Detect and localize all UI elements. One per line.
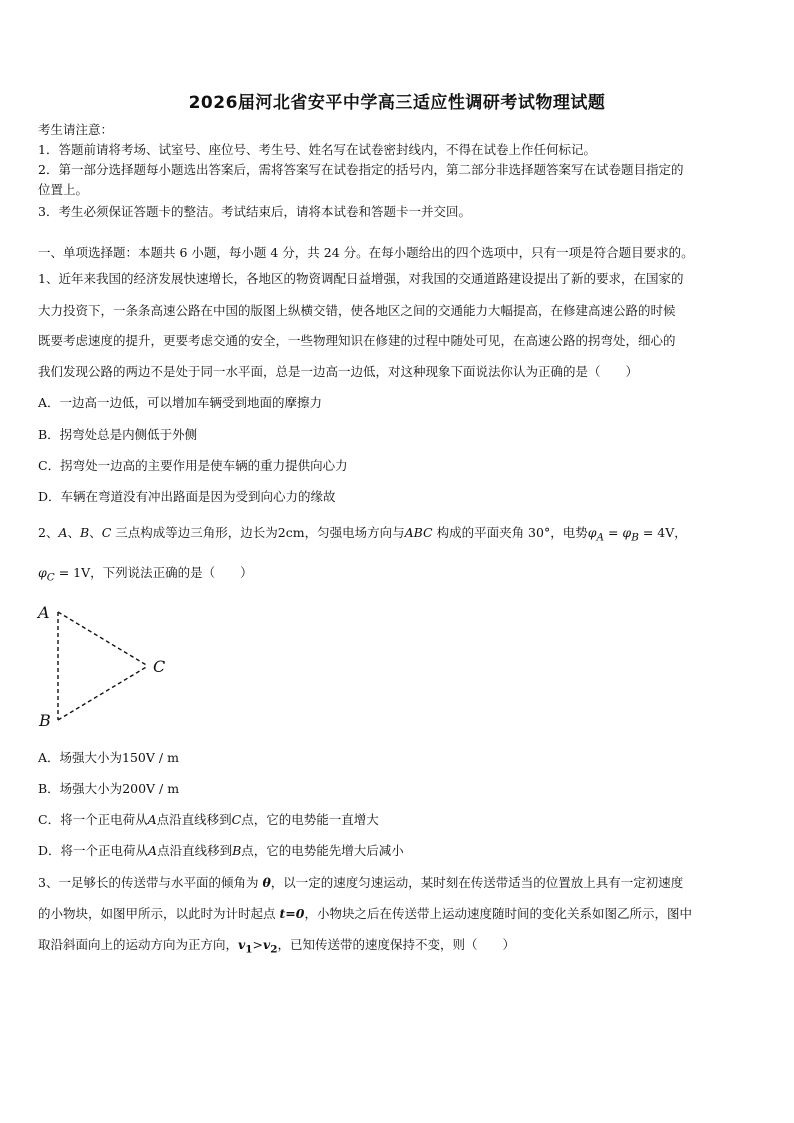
stem-text: ，已知传送带的速度保持不变，则（ ） — [277, 937, 516, 952]
separator: 、 — [67, 525, 80, 540]
page-title: 2026届河北省安平中学高三适应性调研考试物理试题 — [188, 93, 606, 113]
question-3-stem-line1 — [38, 873, 758, 893]
question-1-stem: 1、近年来我国的经济发展快速增长，各地区的物资调配日益增强，对我国的交通道路建设提出了新的要求，在国家的 — [38, 271, 684, 286]
vertex-b-label: B — [39, 711, 51, 730]
question-1-option-d: D．车辆在弯道没有冲出路面是因为受到向心力的缘故 — [38, 489, 336, 504]
point-b-label: B — [80, 525, 90, 540]
subscript: 1 — [245, 943, 253, 956]
question-2-option-d — [38, 841, 758, 861]
option-text: 点，它的电势能一直增大 — [241, 812, 379, 827]
question-2-option-c — [38, 810, 758, 830]
greater-than: > — [252, 937, 264, 952]
question-1-stem: 我们发现公路的两边不是处于同一水平面，总是一边高一边低，对这种现象下面说法你认为正确的是（ ） — [38, 364, 639, 379]
notice-heading: 考生请注意： — [38, 122, 114, 137]
side-bc — [58, 666, 148, 720]
theta-symbol: θ — [262, 875, 271, 890]
velocity-symbol: v — [263, 937, 271, 952]
question-2-stem-line2 — [38, 563, 758, 588]
notice-item: 位置上。 — [38, 182, 89, 197]
option-text: A．场强大小为 — [38, 750, 123, 765]
stem-text: 3、一足够长的传送带与水平面的倾角为 — [38, 875, 263, 890]
stem-text: 的小物块，如图甲所示，以此时为计时起点 — [38, 906, 280, 921]
question-1-option-b: B．拐弯处总是内侧低于外侧 — [38, 427, 198, 442]
phi-symbol: φ — [587, 525, 597, 540]
notice-item: 1．答题前请将考场、试室号、座位号、考生号、姓名写在试卷密封线内，不得在试卷上作任何标记。 — [38, 142, 596, 157]
potential-value: = 1V — [54, 565, 91, 580]
stem-text: ，下列说法正确的是（ ） — [90, 565, 253, 580]
phi-symbol: φ — [38, 565, 47, 580]
option-text: B．场强大小为 — [38, 781, 123, 796]
velocity-symbol: v — [238, 937, 246, 952]
point-c-label: C — [101, 525, 112, 540]
question-2-option-a — [38, 748, 758, 768]
time-zero: t=0 — [279, 906, 305, 921]
subscript: B — [631, 531, 639, 544]
question-1-stem: 既要考虑速度的提升，更要考虑交通的安全，一些物理知识在修建的过程中随处可见，在高速公路的拐弯处，细心的 — [38, 333, 676, 348]
stem-text: 取沿斜面向上的运动方向为正方向， — [38, 937, 239, 952]
field-strength-value: 150V / m — [122, 750, 179, 765]
triangle-name: ABC — [404, 525, 433, 540]
vertex-c-label: C — [153, 657, 166, 676]
question-2-stem-line1 — [38, 523, 758, 548]
side-length: 2cm — [277, 525, 305, 540]
point-label: C — [231, 812, 242, 827]
question-3-stem-line3 — [38, 935, 758, 960]
notice-item: 3．考生必须保证答题卡的整洁。考试结束后，请将本试卷和答题卡一并交回。 — [38, 204, 471, 219]
stem-text: 构成的平面夹角 30°，电势 — [432, 525, 588, 540]
potential-value: = 4V — [638, 525, 675, 540]
question-2-option-b — [38, 779, 758, 799]
question-3-stem-line2 — [38, 904, 758, 924]
vertex-a-label: A — [38, 603, 50, 622]
option-text: D．将一个正电荷从 — [38, 843, 149, 858]
stem-text: ，小物块之后在传送带上运动速度随时间的变化关系如图乙所示，图中 — [304, 906, 692, 921]
question-1-option-c: C．拐弯处一边高的主要作用是使车辆的重力提供向心力 — [38, 458, 348, 473]
triangle-diagram — [36, 598, 186, 732]
separator: 、 — [89, 525, 102, 540]
subscript: C — [46, 571, 55, 584]
option-text: C．将一个正电荷从 — [38, 812, 148, 827]
option-text: 点沿直线移到 — [156, 812, 232, 827]
phi-symbol: φ — [622, 525, 632, 540]
notice-item: 2．第一部分选择题每小题选出答案后，需将答案写在试卷指定的括号内，第二部分非选择题答案写在试卷题目指定的 — [38, 162, 684, 177]
option-text: 点，它的电势能先增大后减小 — [241, 843, 404, 858]
option-text: 点沿直线移到 — [157, 843, 233, 858]
question-1-option-a: A．一边高一边低，可以增加车辆受到地面的摩擦力 — [38, 395, 323, 410]
equals: = — [604, 525, 623, 540]
stem-text: ，以一定的速度匀速运动，某时刻在传送带适当的位置放上具有一定初速度 — [270, 875, 684, 890]
stem-text: 三点构成等边三角形，边长为 — [111, 525, 278, 540]
stem-text: ，匀强电场方向与 — [304, 525, 405, 540]
field-strength-value: 200V / m — [122, 781, 180, 796]
subscript: 2 — [270, 943, 278, 956]
punctuation: ， — [674, 525, 687, 540]
question-number: 2、 — [38, 525, 59, 540]
point-a-label: A — [58, 525, 68, 540]
point-label: B — [232, 843, 242, 858]
subscript: A — [596, 531, 604, 544]
point-label: A — [148, 843, 158, 858]
point-label: A — [147, 812, 157, 827]
question-1-stem: 大力投资下，一条条高速公路在中国的版图上纵横交错，使各地区之间的交通能力大幅提高，在修建高速公路的时候 — [38, 303, 676, 318]
side-ac — [58, 612, 148, 666]
section-heading: 一、单项选择题：本题共 6 小题，每小题 4 分，共 24 分。在每小题给出的四个选项中，只有一项是符合题目要求的。 — [38, 245, 694, 260]
